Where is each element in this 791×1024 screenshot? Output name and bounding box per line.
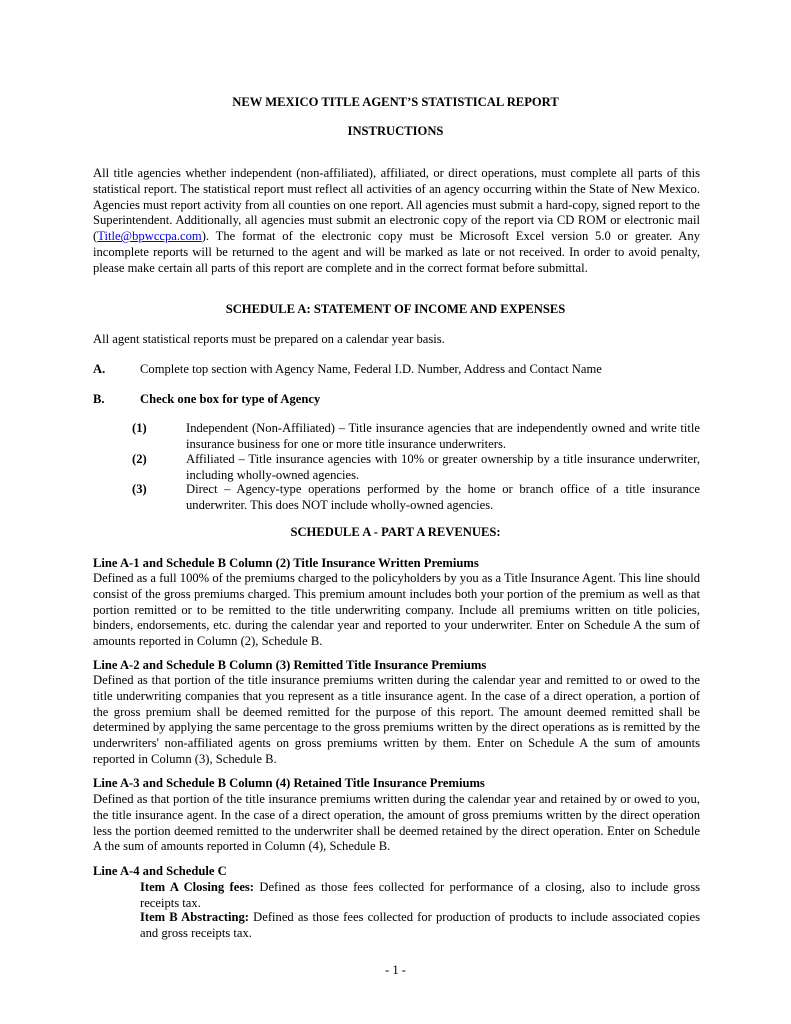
- item-b-label: B.: [93, 392, 105, 406]
- line-a1-heading: Line A-1 and Schedule B Column (2) Title Insurance Written Premiums: [93, 556, 479, 570]
- calendar-note: All agent statistical reports must be prepared on a calendar year basis.: [93, 332, 445, 346]
- closing-fees-label: Item A Closing fees:: [140, 880, 255, 894]
- line-a2-heading: Line A-2 and Schedule B Column (3) Remitted Title Insurance Premiums: [93, 658, 487, 672]
- intro-text-after-email: ). The format of the electronic copy must be Microsoft Excel version 5.0 or greater. Any incomplete reports will be returned to the agent and will be marked as late or not received. In order to avoid penalty, please make certain all parts of this report are complete and in the correct format before submittal.: [93, 229, 700, 275]
- agency-type-2-number: (2): [132, 452, 147, 466]
- line-a3-heading: Line A-3 and Schedule B Column (4) Retained Title Insurance Premiums: [93, 776, 485, 790]
- item-a-label: A.: [93, 362, 106, 376]
- agency-type-3-text: Direct – Agency-type operations performed by the home or branch office of a title insurance underwriter. This does NOT include wholly-owned agencies.: [186, 482, 700, 512]
- line-a4-heading: Line A-4 and Schedule C: [93, 864, 227, 878]
- abstracting-text: Defined as those fees collected for production of products to include associated copies and gross receipts tax.: [140, 910, 700, 940]
- page-number: - 1 -: [385, 963, 406, 977]
- document-title: NEW MEXICO TITLE AGENT’S STATISTICAL REPORT: [232, 95, 559, 109]
- intro-text-before-email: All title agencies whether independent (non-affiliated), affiliated, or direct operations, must complete all parts of this statistical report. The statistical report must reflect all activities of an agency occurring within the State of New Mexico. Agencies must report activity from all counties on one report. All agencies must submit a hard-copy, signed report to the Superintendent. Additionally, all agencies must submit an electronic copy of the report via CD ROM or electronic mail (: [93, 166, 700, 244]
- email-link[interactable]: Title@bpwccpa.com: [97, 229, 202, 244]
- line-a1-body: Defined as a full 100% of the premiums charged to the policyholders by you as a Title Insurance Agent. This line should consist of the gross premiums charged. This premium amount includes both your portion of the premium as well as that portion remitted or to be remitted to the title underwriting company. Include all premiums written on title policies, binders, endorsements, etc. during the calendar year and reported to your underwriter. Enter on Schedule A the sum of amounts reported in Column (2), Schedule B.: [93, 571, 700, 649]
- intro-paragraph: [93, 166, 700, 277]
- abstracting-item: [140, 910, 700, 942]
- agency-type-2-text: Affiliated – Title insurance agencies with 10% or greater ownership by a title insurance underwriter, including wholly-owned agencies.: [186, 452, 700, 482]
- closing-fees-item: [140, 880, 700, 912]
- agency-type-3-number: (3): [132, 482, 147, 496]
- line-a2-body: Defined as that portion of the title insurance premiums written during the calendar year and remitted to or owed to the title underwriting companies that you represent as a title insurance agent. In the case of a direct operation, a portion of the gross premium shall be deemed remitted for the purpose of this report. The amount deemed remitted shall be determined by applying the same percentage to the gross premiums written by the direct operations as is remitted by the underwriters' non-affiliated agents on gross premiums written by them. Enter on Schedule A the sum of amounts reported in Column (3), Schedule B.: [93, 673, 700, 766]
- line-a3-body: Defined as that portion of the title insurance premiums written during the calendar year and retained by or owed to you, the title insurance agent. In the case of a direct operation, the amount of gross premiums written by the direct operation less the portion deemed remitted to the underwriter shall be deemed retained by the direct operation. Enter on Schedule A the sum of amounts reported in Column (4), Schedule B.: [93, 792, 700, 854]
- agency-type-1-text: Independent (Non-Affiliated) – Title insurance agencies that are independently owned and write title insurance business for one or more title insurance underwriters.: [186, 421, 700, 451]
- agency-type-1-number: (1): [132, 421, 147, 435]
- item-a-text: Complete top section with Agency Name, Federal I.D. Number, Address and Contact Name: [140, 362, 602, 376]
- closing-fees-text: Defined as those fees collected for performance of a closing, also to include gross receipts tax.: [140, 880, 700, 910]
- part-a-heading: SCHEDULE A - PART A REVENUES:: [290, 525, 501, 539]
- abstracting-label: Item B Abstracting:: [140, 910, 250, 924]
- instructions-heading: INSTRUCTIONS: [347, 124, 444, 138]
- schedule-a-heading: SCHEDULE A: STATEMENT OF INCOME AND EXPENSES: [225, 302, 566, 316]
- item-b-text: Check one box for type of Agency: [140, 392, 321, 406]
